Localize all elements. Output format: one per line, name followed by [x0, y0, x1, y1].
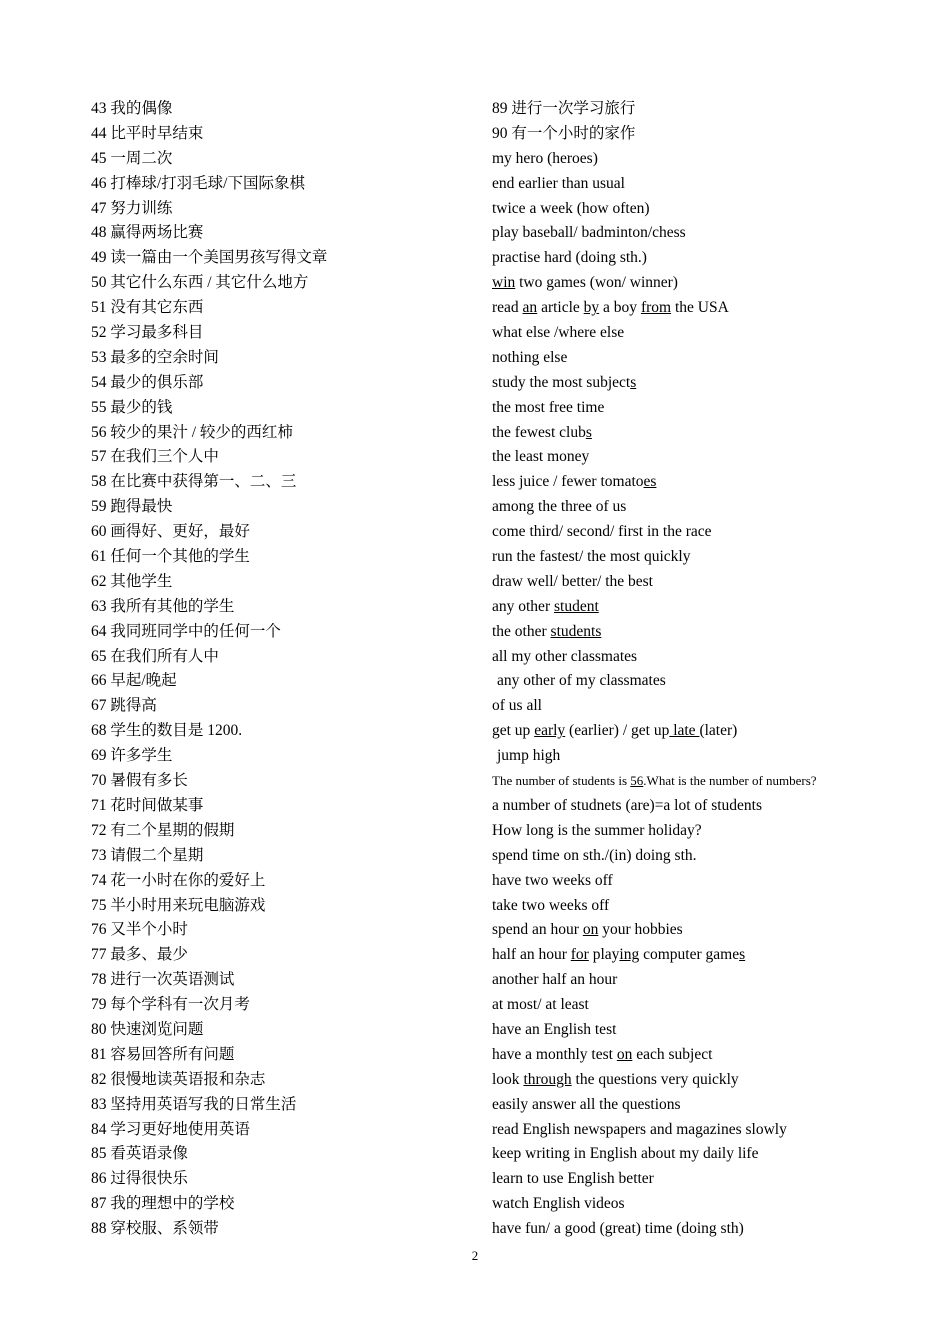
text-segment: run the fastest/ the most quickly	[492, 548, 691, 566]
phrase-line-en	[492, 869, 932, 894]
text-segment: less juice / fewer tomato	[492, 473, 644, 491]
text-segment: the USA	[671, 299, 729, 317]
underlined-text: student	[553, 597, 599, 615]
text-segment: easily answer all the questions	[492, 1095, 681, 1113]
text-segment: of us all	[492, 697, 542, 715]
phrase-line-en	[492, 769, 932, 794]
underlined-text: late	[669, 722, 700, 740]
text-segment: 90 有一个小时的家作	[492, 124, 636, 142]
phrase-line-en	[492, 744, 932, 769]
phrase-line-en	[492, 396, 932, 421]
text-segment: have an English test	[492, 1020, 617, 1038]
chinese-phrase-column	[91, 97, 481, 1242]
phrase-line-en	[492, 918, 932, 943]
text-segment: come third/ second/ first in the race	[492, 523, 712, 541]
phrase-line-cn: 87 我的理想中的学校	[91, 1195, 235, 1213]
text-segment: the fewest club	[492, 423, 586, 441]
phrase-line-en	[492, 844, 932, 869]
phrase-line-en	[492, 246, 932, 271]
underlined-text: s	[739, 946, 746, 964]
underlined-text: s	[630, 373, 637, 391]
phrase-line-en	[492, 271, 932, 296]
text-segment: play baseball/ badminton/chess	[492, 224, 686, 242]
text-segment: .What is the number of numbers?	[643, 773, 817, 789]
phrase-line-cn: 48 赢得两场比赛	[91, 224, 204, 242]
phrase-line-en	[492, 321, 932, 346]
phrase-line-en	[492, 545, 932, 570]
text-segment: any other of my classmates	[497, 672, 666, 690]
phrase-line-cn: 68 学生的数目是 1200.	[91, 722, 243, 740]
phrase-line-cn: 66 早起/晚起	[91, 672, 177, 690]
phrase-line-cn: 45 一周二次	[91, 149, 173, 167]
text-segment: two games (won/ winner)	[515, 274, 678, 292]
underlined-text: through	[523, 1070, 572, 1088]
phrase-line-cn: 71 花时间做某事	[91, 796, 204, 814]
phrase-line-en	[492, 520, 932, 545]
phrase-line-cn: 78 进行一次英语测试	[91, 971, 235, 989]
phrase-line-en	[492, 221, 932, 246]
text-segment: nothing else	[492, 348, 568, 366]
phrase-line-cn: 57 在我们三个人中	[91, 448, 219, 466]
text-segment: watch English videos	[492, 1195, 625, 1213]
phrase-line-cn: 59 跑得最快	[91, 498, 173, 516]
text-segment: spend an hour	[492, 921, 583, 939]
phrase-line-cn: 77 最多、最少	[91, 946, 188, 964]
phrase-line-cn: 80 快速浏览问题	[91, 1020, 204, 1038]
phrase-line-cn: 88 穿校服、系领带	[91, 1220, 219, 1238]
phrase-line-cn: 47 努力训练	[91, 199, 173, 217]
text-segment: spend time on sth./(in) doing sth.	[492, 846, 697, 864]
text-segment: any other	[492, 597, 554, 615]
phrase-line-en	[492, 1118, 932, 1143]
phrase-line-en	[492, 421, 932, 446]
phrase-line-en	[492, 819, 932, 844]
phrase-line-cn: 82 很慢地读英语报和杂志	[91, 1070, 266, 1088]
text-segment: the other	[492, 622, 551, 640]
phrase-line-cn: 44 比平时早结束	[91, 124, 204, 142]
underlined-text: 56	[630, 773, 644, 789]
phrase-line-en	[492, 993, 932, 1018]
phrase-line-cn: 56 较少的果汁 / 较少的西红柿	[91, 423, 293, 441]
text-segment: have fun/ a good (great) time (doing sth)	[492, 1220, 744, 1238]
text-segment: my hero (heroes)	[492, 149, 598, 167]
underlined-text: from	[640, 299, 672, 317]
phrase-line-en	[492, 495, 932, 520]
text-segment: what else /where else	[492, 324, 625, 342]
text-segment: draw well/ better/ the best	[492, 572, 653, 590]
phrase-line-cn: 53 最多的空余时间	[91, 348, 219, 366]
phrase-line-en	[492, 1018, 932, 1043]
phrase-line-cn: 75 半小时用来玩电脑游戏	[91, 896, 266, 914]
text-segment: look	[492, 1070, 524, 1088]
underlined-text: es	[643, 473, 657, 491]
phrase-line-en	[492, 147, 932, 172]
phrase-line-cn: 69 许多学生	[91, 747, 173, 765]
phrase-line-cn: 76 又半个小时	[91, 921, 188, 939]
text-segment: at most/ at least	[492, 996, 589, 1014]
phrase-line-cn: 55 最少的钱	[91, 398, 173, 416]
underlined-text: students	[550, 622, 602, 640]
text-segment: the least money	[492, 448, 590, 466]
phrase-line-cn: 72 有二个星期的假期	[91, 821, 235, 839]
phrase-line-en	[492, 122, 932, 147]
phrase-line-en	[492, 968, 932, 993]
phrase-line-en	[492, 371, 932, 396]
underlined-text: on	[582, 921, 599, 939]
phrase-line-en	[492, 570, 932, 595]
phrase-line-en	[492, 97, 932, 122]
text-segment: study the most subject	[492, 373, 631, 391]
text-segment: jump high	[497, 747, 561, 765]
phrase-line-cn: 62 其他学生	[91, 572, 173, 590]
underlined-text: by	[583, 299, 600, 317]
phrase-line-en	[492, 296, 932, 321]
text-segment: a boy	[599, 299, 641, 317]
text-segment: (earlier) / get up	[565, 722, 670, 740]
phrase-line-cn: 51 没有其它东西	[91, 299, 204, 317]
phrase-line-en	[492, 1093, 932, 1118]
underlined-text: win	[492, 274, 516, 292]
phrase-line-en	[492, 645, 932, 670]
phrase-line-en	[492, 1142, 932, 1167]
page-number: 2	[471, 1248, 479, 1263]
phrase-line-cn: 54 最少的俱乐部	[91, 373, 204, 391]
text-segment: How long is the summer holiday?	[492, 821, 702, 839]
phrase-line-cn: 67 跳得高	[91, 697, 157, 715]
phrase-line-en	[492, 894, 932, 919]
phrase-line-cn: 43 我的偶像	[91, 100, 173, 117]
text-segment: take two weeks off	[492, 896, 610, 914]
phrase-line-cn: 60 画得好、更好，最好	[91, 523, 250, 541]
underlined-text: ing	[619, 946, 640, 964]
text-segment: another half an hour	[492, 971, 618, 989]
text-segment: have two weeks off	[492, 871, 613, 889]
phrase-line-en	[492, 445, 932, 470]
phrase-line-cn: 58 在比赛中获得第一、二、三	[91, 473, 297, 491]
phrase-line-cn: 52 学习最多科目	[91, 324, 204, 342]
phrase-line-en	[492, 595, 932, 620]
underlined-text: early	[534, 722, 566, 740]
text-segment: practise hard (doing sth.)	[492, 249, 647, 267]
phrase-line-cn: 46 打棒球/打羽毛球/下国际象棋	[91, 174, 305, 192]
text-segment: have a monthly test	[492, 1045, 617, 1063]
text-segment: learn to use English better	[492, 1170, 654, 1188]
text-segment: a number of studnets (are)=a lot of students	[492, 796, 763, 814]
text-segment: among the three of us	[492, 498, 627, 516]
phrase-line-cn: 63 我所有其他的学生	[91, 597, 235, 615]
text-segment: the most free time	[492, 398, 605, 416]
text-segment: keep writing in English about my daily life	[492, 1145, 759, 1163]
phrase-line-cn: 64 我同班同学中的任何一个	[91, 622, 281, 640]
phrase-line-en	[492, 719, 932, 744]
phrase-line-cn: 73 请假二个星期	[91, 846, 204, 864]
text-segment: (later)	[699, 722, 738, 740]
phrase-line-en	[492, 1217, 932, 1242]
phrase-line-cn: 50 其它什么东西 / 其它什么地方	[91, 274, 309, 292]
phrase-line-en	[492, 197, 932, 222]
phrase-line-cn: 61 任何一个其他的学生	[91, 548, 250, 566]
text-segment: get up	[492, 722, 535, 740]
text-segment: half an hour	[492, 946, 571, 964]
text-segment: your hobbies	[598, 921, 683, 939]
phrase-line-en	[492, 669, 932, 694]
phrase-line-cn: 83 坚持用英语写我的日常生活	[91, 1095, 297, 1113]
phrase-line-cn: 79 每个学科有一次月考	[91, 996, 250, 1014]
phrase-line-cn: 86 过得很快乐	[91, 1170, 188, 1188]
english-phrase-column	[492, 97, 932, 1242]
text-segment: computer game	[639, 946, 740, 964]
phrase-line-cn: 81 容易回答所有问题	[91, 1045, 235, 1063]
text-segment: end earlier than usual	[492, 174, 625, 192]
phrase-line-en	[492, 1068, 932, 1093]
phrase-line-en	[492, 346, 932, 371]
text-segment: the questions very quickly	[571, 1070, 739, 1088]
underlined-text: an	[522, 299, 538, 317]
phrase-line-cn: 49 读一篇由一个美国男孩写得文章	[91, 249, 328, 267]
phrase-line-cn: 65 在我们所有人中	[91, 647, 219, 665]
phrase-line-en	[492, 620, 932, 645]
phrase-line-en	[492, 794, 932, 819]
text-segment: The number of students is	[492, 773, 631, 789]
underlined-text: on	[616, 1045, 633, 1063]
text-segment: read	[492, 299, 523, 317]
phrase-line-cn: 85 看英语录像	[91, 1145, 188, 1163]
text-segment: article	[537, 299, 584, 317]
phrase-line-cn: 70 暑假有多长	[91, 772, 188, 790]
underlined-text: for	[570, 946, 589, 964]
text-segment: each subject	[632, 1045, 713, 1063]
phrase-line-en	[492, 1192, 932, 1217]
phrase-line-en	[492, 1167, 932, 1192]
phrase-line-en	[492, 172, 932, 197]
text-segment: play	[588, 946, 620, 964]
phrase-line-cn: 74 花一小时在你的爱好上	[91, 871, 266, 889]
text-segment: 89 进行一次学习旅行	[492, 100, 636, 117]
phrase-line-cn: 84 学习更好地使用英语	[91, 1120, 250, 1138]
phrase-line-en	[492, 943, 932, 968]
text-segment: all my other classmates	[492, 647, 638, 665]
text-segment: read English newspapers and magazines slowly	[492, 1120, 787, 1138]
phrase-line-en	[492, 1043, 932, 1068]
phrase-line-en	[492, 694, 932, 719]
text-segment: twice a week (how often)	[492, 199, 650, 217]
phrase-line-en	[492, 470, 932, 495]
underlined-text: s	[585, 423, 592, 441]
